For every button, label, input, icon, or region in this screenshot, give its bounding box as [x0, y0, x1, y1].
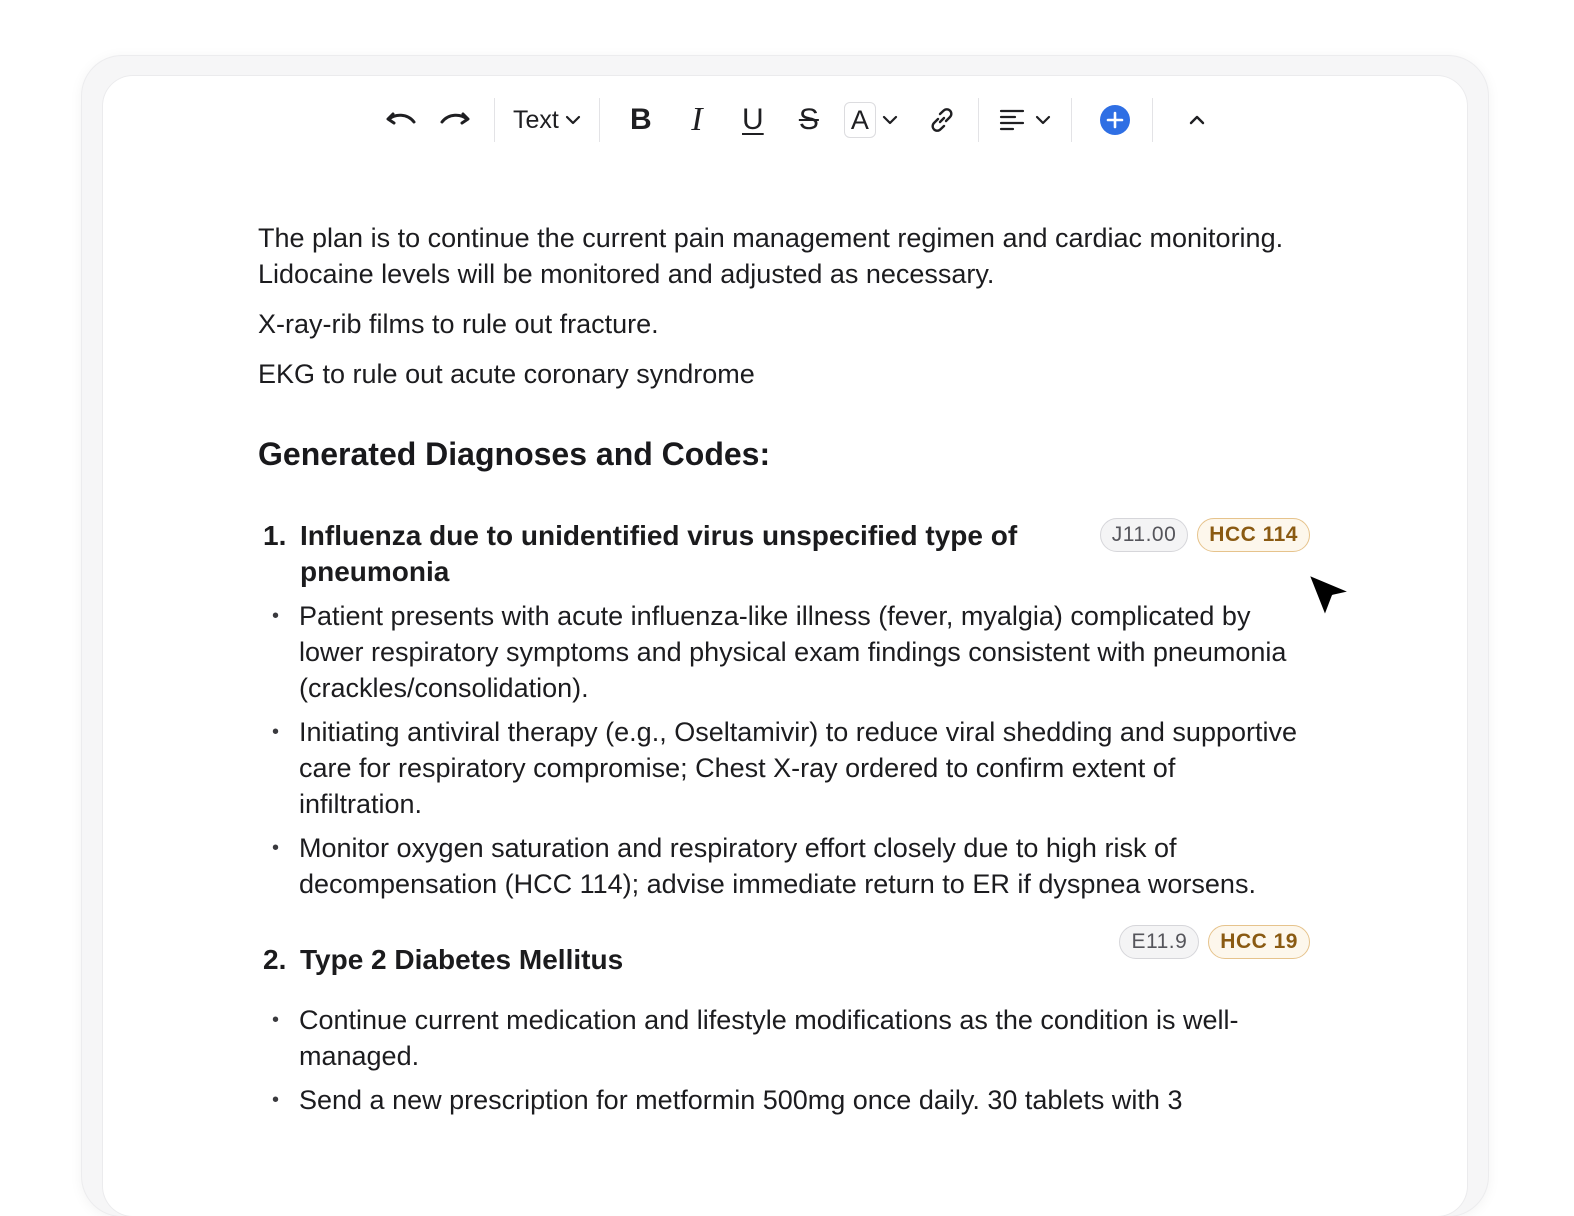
chevron-down-icon: [565, 115, 581, 125]
icd-code-chip[interactable]: E11.9: [1119, 925, 1199, 959]
diagnosis-codes: [1100, 518, 1310, 552]
diagnoses-heading: Generated Diagnoses and Codes:: [258, 436, 771, 472]
mouse-pointer-icon: [1305, 572, 1355, 622]
redo-button[interactable]: [426, 98, 484, 142]
italic-button[interactable]: I: [691, 101, 703, 138]
insert-button[interactable]: [1088, 98, 1142, 142]
diagnosis-number: 1.: [263, 520, 287, 551]
diagnosis-title: Type 2 Diabetes Mellitus: [300, 944, 624, 975]
text-style-label: Text: [513, 105, 559, 134]
diagnosis-notes: [258, 598, 1318, 902]
chevron-down-icon: [1035, 115, 1051, 125]
diagnosis-title: Influenza due to unidentified virus unspecified type of pneumonia: [300, 520, 1018, 587]
ekg-paragraph: EKG to rule out acute coronary syndrome: [258, 359, 755, 389]
list-item: • Send a new prescription for metformin 500mg once daily. 30 tablets with 3: [258, 1082, 1299, 1118]
list-item: • Monitor oxygen saturation and respiratory effort closely due to high risk of decompensation (HCC 114); advise immediate return to ER if dyspnea worsens.: [258, 830, 1299, 902]
underline-button[interactable]: U: [742, 103, 764, 136]
plan-paragraph: The plan is to continue the current pain management regimen and cardiac monitoring. Lidocaine levels will be monitored and adjusted as necessary.: [258, 223, 1284, 289]
undo-icon: [385, 108, 417, 132]
redo-icon: [439, 108, 471, 132]
diagnosis-codes: [1119, 925, 1310, 959]
undo-button[interactable]: [380, 98, 422, 142]
chevron-down-icon: [882, 115, 898, 125]
toolbar-divider: [494, 98, 495, 142]
link-button[interactable]: [916, 98, 968, 142]
bold-button[interactable]: B: [630, 103, 652, 136]
toolbar-divider: [1152, 98, 1153, 142]
hcc-code-chip[interactable]: HCC 19: [1208, 925, 1310, 959]
diagnosis-notes: [258, 1002, 1318, 1118]
chevron-up-icon: [1188, 114, 1206, 126]
text-color-dropdown[interactable]: [844, 98, 898, 142]
list-item: • Continue current medication and lifestyle modifications as the condition is well-managed.: [258, 1002, 1299, 1074]
text-style-dropdown[interactable]: [505, 98, 589, 142]
note-content: [258, 220, 1318, 1126]
collapse-toolbar-button[interactable]: [1169, 98, 1225, 142]
icd-code-chip[interactable]: J11.00: [1100, 518, 1189, 552]
toolbar-divider: [1071, 98, 1072, 142]
alignment-dropdown[interactable]: [989, 98, 1061, 142]
diagnosis-item: [258, 518, 1318, 902]
toolbar-divider: [978, 98, 979, 142]
diagnosis-number: 2.: [263, 944, 287, 975]
align-left-icon: [999, 108, 1025, 132]
toolbar-divider: [599, 98, 600, 142]
hcc-code-chip[interactable]: HCC 114: [1197, 518, 1310, 552]
formatting-toolbar: [380, 95, 1225, 145]
strikethrough-button[interactable]: S: [798, 103, 819, 136]
xray-paragraph: X-ray-rib films to rule out fracture.: [258, 309, 659, 339]
plus-circle-icon: [1099, 104, 1131, 136]
link-icon: [927, 105, 957, 135]
text-color-swatch: A: [844, 102, 876, 138]
list-item: • Initiating antiviral therapy (e.g., Oseltamivir) to reduce viral shedding and supportive care for respiratory compromise; Chest X-ray ordered to confirm extent of infiltration.: [258, 714, 1299, 822]
list-item: • Patient presents with acute influenza-like illness (fever, myalgia) complicated by lower respiratory symptoms and physical exam findings consistent with pneumonia (crackles/consolidation).: [258, 598, 1299, 706]
diagnosis-item: [258, 930, 1318, 1118]
